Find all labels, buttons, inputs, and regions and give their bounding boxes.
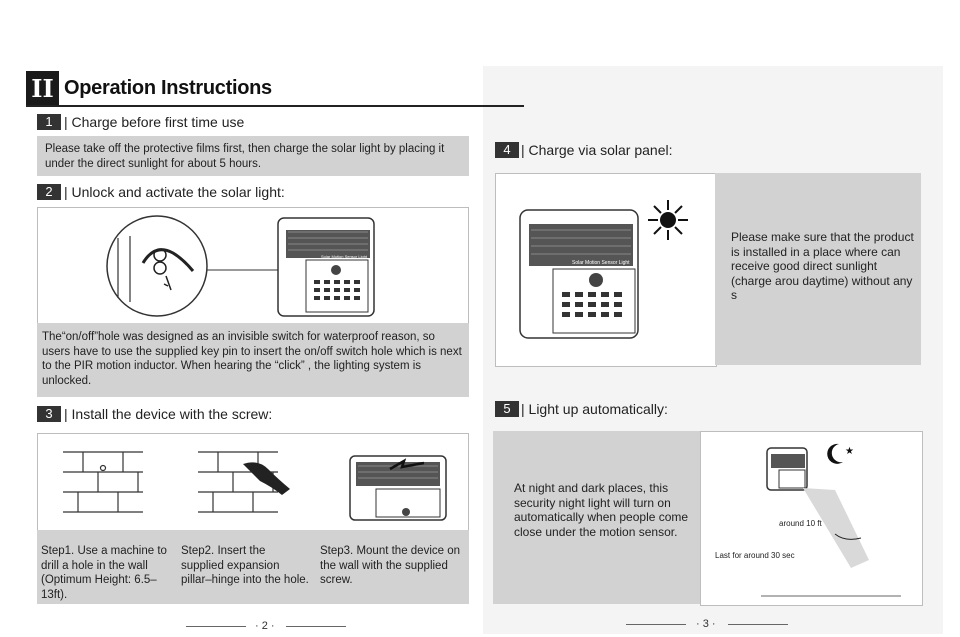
step5-label: | Light up automatically:: [521, 401, 668, 417]
zoom-circle: [107, 216, 207, 316]
step3-label-text: Install the device with the screw:: [71, 406, 273, 422]
install-illustration: [38, 434, 468, 531]
step1-number: 1: [37, 114, 61, 130]
step1-label-text: Charge before first time use: [71, 114, 245, 130]
footer-line-right-b: [728, 624, 788, 625]
step2-illustration-panel: [37, 207, 469, 325]
step2-number: 2: [37, 184, 61, 200]
device-label-small: Solar Motion Sensor Light: [321, 254, 368, 259]
step5-text-box: [493, 431, 700, 604]
star-icon: ★: [845, 446, 854, 457]
step3-text-box: [37, 530, 469, 604]
distance-label: around 10 ft: [779, 519, 822, 528]
step4-label: | Charge via solar panel:: [521, 142, 673, 158]
page-number-left: · 2 ·: [255, 620, 275, 632]
sun-icon: [648, 200, 688, 240]
step1-box: [37, 136, 469, 176]
footer-line-left-b: [286, 626, 346, 627]
page-number-right: · 3 ·: [696, 618, 716, 630]
night-device-drawing: [767, 448, 807, 490]
step2-text-box: [37, 323, 469, 397]
solar-illustration: [496, 174, 716, 366]
mount-device-drawing: [350, 456, 446, 520]
step4-label-text: Charge via solar panel:: [528, 142, 673, 158]
step2-label: | Unlock and activate the solar light:: [64, 184, 285, 200]
step5-label-text: Light up automatically:: [528, 401, 668, 417]
step4-number: 4: [495, 142, 519, 158]
step1-text: Please take off the protective films first, then charge the solar light by placing it under the direct sunlight for about 5 hours.: [45, 143, 445, 170]
hand-icon: [243, 462, 290, 495]
step3-illustration-panel: [37, 433, 469, 532]
step5-illustration-panel: [700, 431, 923, 606]
step3-number: 3: [37, 406, 61, 422]
step1-label: | Charge before first time use: [64, 114, 245, 130]
device-label: Solar Motion Sensor Light: [572, 260, 630, 266]
section-title: Operation Instructions: [64, 77, 272, 99]
step2-text: The“on/off”hole was designed as an invisible switch for waterproof reason, so users have to use the supplied key pin to insert the on/off switch hole which is next to the PIR motion inductor. When hearing the “click” , the lighting system is unlocked.: [42, 331, 462, 387]
step3-label: | Install the device with the screw:: [64, 406, 273, 422]
duration-label: Last for around 30 sec: [715, 551, 795, 560]
step3-s2: Step2. Insert the supplied expansion pillar–hinge into the hole.: [181, 545, 309, 586]
step3-s3: Step3. Mount the device on the wall with the supplied screw.: [320, 545, 461, 586]
unlock-illustration: [38, 208, 468, 324]
title-rule: [26, 105, 524, 107]
footer-line-left-a: [186, 626, 246, 627]
step4-text-box: [715, 173, 921, 365]
light-beam: [803, 488, 869, 568]
step5-number: 5: [495, 401, 519, 417]
step5-text: At night and dark places, this security night light will turn on automatically when people come close under the motion sensor.: [514, 481, 689, 539]
step2-label-text: Unlock and activate the solar light:: [71, 184, 285, 200]
brick-wall-1: [63, 452, 143, 512]
step3-s1: Step1. Use a machine to drill a hole in the wall (Optimum Height: 6.5–13ft).: [41, 545, 167, 601]
footer-line-right-a: [626, 624, 686, 625]
moon-icon: [827, 444, 843, 464]
solar-device-drawing: [520, 210, 638, 338]
step4-illustration-panel: [495, 173, 717, 367]
section-number: II: [26, 71, 59, 106]
step4-text: Please make sure that the product is installed in a place where can receive good direct sunlight (charge arou daytime) without any s: [731, 230, 914, 302]
